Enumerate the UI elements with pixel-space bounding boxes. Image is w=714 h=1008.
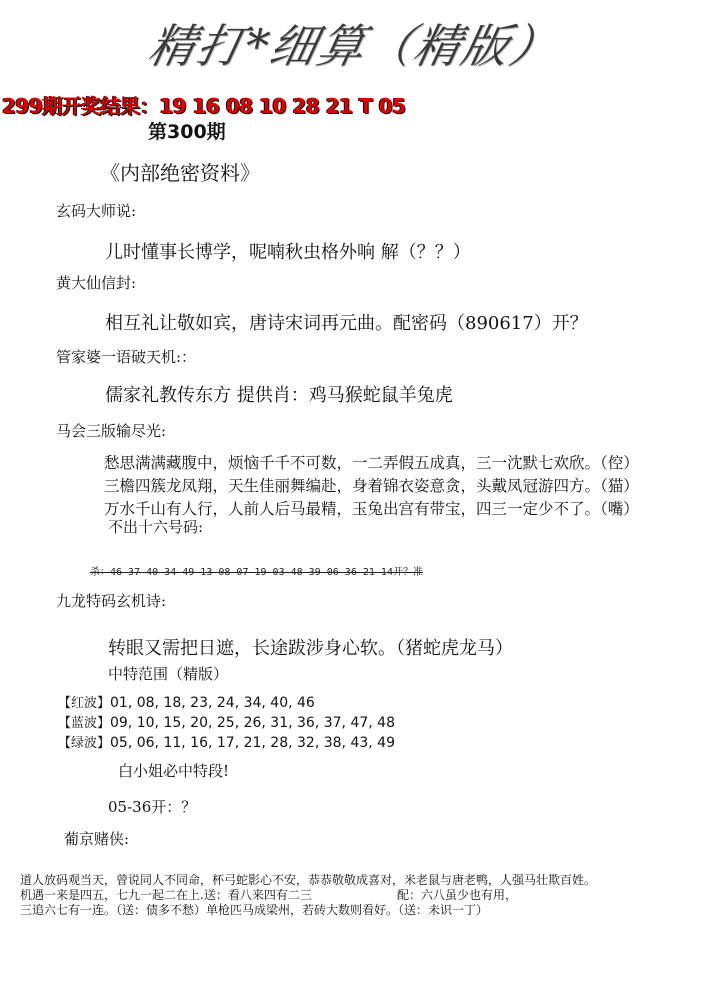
banner-title: 精打*细算（精版） (143, 19, 565, 73)
kill-numbers-line: 杀：46 37 40 34 49 13 08 07 19 03 48 39 06 36 21 14开？准 (90, 567, 423, 578)
wave-row-green (58, 732, 395, 751)
jiulong-text: 转眼又需把日遮，长途跋涉身心软。（猪蛇虎龙马） (108, 638, 513, 659)
bottom-line-1: 道人放码观当天，曾说同人不同命，杯弓蛇影心不安，恭恭敬敬成喜对，米老鼠与唐老鸭，人强马壮欺百姓。 (20, 873, 597, 887)
poem-line: 三檐四簇龙凤翔，天生佳丽舞编赴，身着锦衣姿意贪，头戴凤冠游四方。（猫） (104, 477, 639, 495)
bottom-line-4: 三追六七有一连。（送：债多不愁）单枪匹马成梁州，若砖大数则看好。（送：未识一丁） (20, 903, 489, 917)
poem-block (104, 452, 639, 521)
wave-tag: 【绿波】 (58, 736, 111, 751)
huang-label: 黄大仙信封: (56, 274, 137, 292)
previous-result: 299期开奖结果：19 16 08 10 28 21 T 05 (2, 94, 406, 118)
issue-number: 第300期 (148, 121, 226, 143)
xuanma-label: 玄码大师说: (56, 202, 137, 220)
guanjia-label: 管家婆一语破天机:： (56, 348, 197, 366)
mahui-label: 马会三版输尽光: (56, 422, 167, 440)
wave-numbers: 05, 06, 11, 16, 17, 21, 28, 32, 38, 43, 49 (110, 735, 395, 751)
bai-text: 白小姐必中特段! (118, 762, 230, 780)
poem-line: 愁思满满藏腹中，烦恼千千不可数，一二弄假五成真，三一沈默七欢欣。（倥） (104, 454, 639, 472)
wave-row-red (58, 692, 315, 711)
wave-tag: 【蓝波】 (58, 716, 111, 731)
jiulong-label: 九龙特码玄机诗: (56, 592, 167, 610)
wave-numbers: 09, 10, 15, 20, 25, 26, 31, 36, 37, 47, 48 (110, 715, 395, 731)
range-title: 中特范围（精版） (108, 665, 229, 683)
document-heading: 《内部绝密资料》 (100, 161, 260, 185)
puja-label: 葡京赌侠: (64, 830, 130, 848)
range-open: 05-36开：？ (108, 798, 197, 816)
poem-line: 万水千山有人行，人前人后马最精，玉兔出宫有带宝，四三一定少不了。（嘴） (104, 500, 639, 518)
bottom-line-3: 配：六八虽少也有用， (397, 888, 518, 902)
guanjia-text: 儒家礼教传东方 提供肖：鸡马猴蛇鼠羊兔虎 (105, 385, 453, 406)
wave-tag: 【红波】 (58, 696, 111, 711)
not16-label: 不出十六号码: (108, 518, 204, 536)
huang-text: 相互礼让敬如宾，唐诗宋词再元曲。配密码（890617）开？ (105, 313, 588, 334)
wave-numbers: 01, 08, 18, 23, 24, 34, 40, 46 (110, 695, 315, 711)
wave-row-blue (58, 712, 395, 731)
xuanma-text: 儿时懂事长博学，呢喃秋虫格外响 解（？？） (105, 242, 471, 263)
bottom-line-2: 机遇一来是四五，七九一起二在上.送：看八来四有二三 (20, 888, 312, 902)
